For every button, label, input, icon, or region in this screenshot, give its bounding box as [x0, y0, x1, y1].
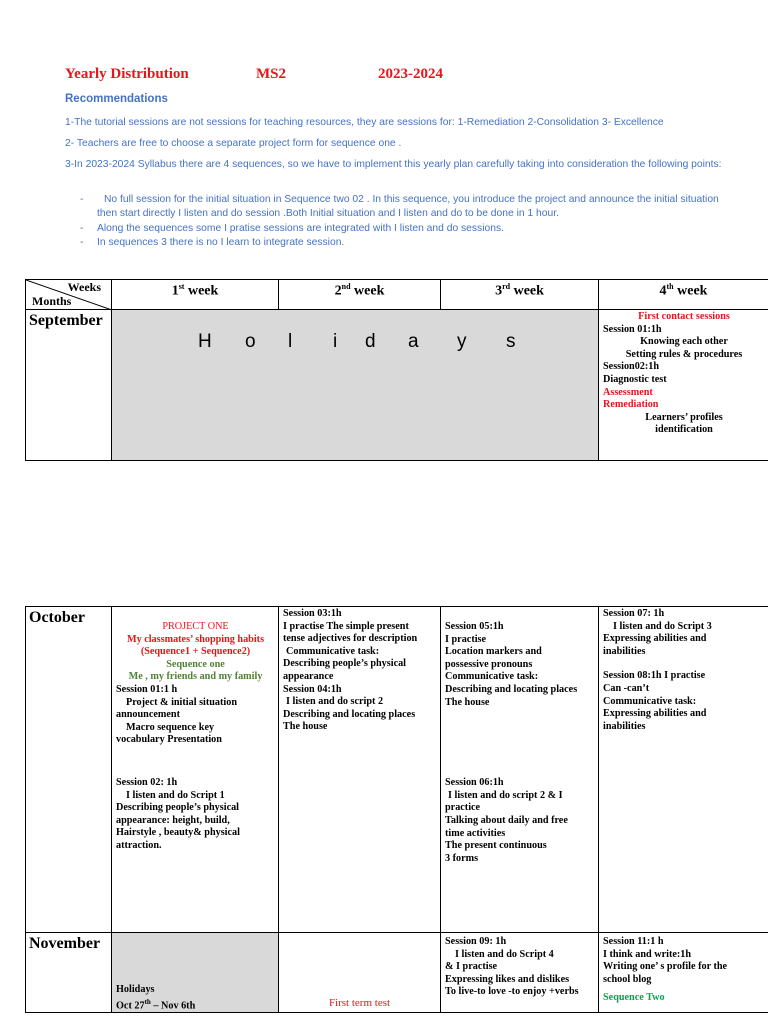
document-level: MS2 — [256, 66, 286, 82]
october-week-3 — [441, 607, 599, 933]
november-week-4 — [599, 933, 768, 1013]
months-label: Months — [32, 294, 72, 308]
line: Describing people’s physical — [116, 802, 240, 814]
assessment-label: Assessment — [603, 386, 653, 398]
bullet-1-text: No full session for the initial situation in Sequence two 02 . In this sequence, you introduce the project and announce the initial situation then start directly I listen and do session .Both Initial situation and I listen and do to be done in 1 hour. — [97, 194, 719, 219]
line: Location markers and — [445, 646, 542, 658]
line: Session 06:1h — [445, 777, 504, 789]
line: To live-to love -to enjoy +verbs — [445, 986, 579, 998]
line: time activities — [445, 827, 506, 839]
line: possessive pronouns — [445, 658, 533, 670]
holiday-letter: y — [457, 331, 467, 352]
line: I listen and do script 2 & I — [448, 789, 563, 801]
line: I think and write:1h — [603, 948, 692, 960]
line: Expressing abilities and — [603, 633, 707, 645]
line: I listen and do Script 1 — [126, 789, 225, 801]
line: The house — [445, 696, 490, 708]
line: Describing people’s physical — [283, 658, 407, 670]
recommendations-heading: Recommendations — [65, 93, 168, 105]
line: Session 08:1h I practise — [603, 670, 706, 682]
first-contact-sessions: First contact sessions — [638, 311, 730, 322]
line: vocabulary Presentation — [116, 734, 222, 746]
line: Session 05:1h — [445, 621, 504, 632]
line: Communicative task: — [445, 671, 539, 683]
weeks-months-corner — [26, 280, 112, 310]
line: Session02:1h — [603, 361, 660, 373]
project-one-title: PROJECT ONE — [162, 621, 229, 632]
project-one-name: My classmates’ shopping habits — [126, 633, 265, 645]
line: 3 forms — [445, 852, 479, 864]
line: Writing one’ s profile for the — [603, 961, 728, 973]
line: The present continuous — [445, 840, 547, 852]
week-1-header: 1st week — [112, 280, 279, 310]
line: Learners’ profiles — [645, 411, 723, 423]
line: practice — [445, 802, 481, 814]
line: Session 09: 1h — [445, 936, 507, 947]
line: Session 04:1h — [283, 683, 342, 695]
line: Session 01:1 h — [116, 683, 178, 695]
line: Session 01:1h — [603, 323, 662, 335]
line: I practise — [445, 633, 487, 645]
line: Setting rules & procedures — [625, 348, 743, 360]
line: Session 02: 1h — [116, 776, 178, 788]
month-november: November — [26, 933, 112, 1013]
weeks-label: Weeks — [67, 280, 101, 294]
november-week-1 — [112, 933, 279, 1013]
holiday-letter: H — [198, 331, 212, 352]
holiday-letter: o — [245, 331, 256, 352]
first-term-test: First term test — [328, 997, 391, 1009]
line: I listen and do script 2 — [286, 696, 384, 708]
holiday-letter: s — [506, 331, 516, 352]
recommendation-3: 3-In 2023-2024 Syllabus there are 4 sequences, so we have to implement this yearly plan carefully taking into consideration the following points: — [65, 159, 722, 170]
month-october: October — [26, 607, 112, 933]
line: Macro sequence key — [126, 721, 215, 733]
line: Session 07: 1h — [603, 608, 665, 619]
november-week-2 — [279, 933, 441, 1013]
week-4-header: 4th week — [599, 280, 768, 310]
october-week-2 — [279, 607, 441, 933]
line: Talking about daily and free — [445, 814, 568, 826]
line: Session 11:1 h — [603, 936, 664, 947]
line: Hairstyle , beauty& physical — [116, 827, 240, 839]
bullet-3: - In sequences 3 there is no I learn to integrate session. — [80, 237, 345, 248]
holidays-dates: Oct 27th – Nov 6th — [116, 998, 196, 1012]
line: Expressing likes and dislikes — [445, 973, 570, 985]
bullet-1: - No full session for the initial situation in Sequence two 02 . In this sequence, you introduce the project and announce the initial situation then start directly I listen and do session .Both Initial situation and I listen and do to be done in 1 hour. — [80, 194, 719, 219]
bullet-2: - Along the sequences some I pratise sessions are integrated with I listen and do sessions. — [80, 223, 504, 234]
september-holidays-cell — [112, 310, 599, 461]
bullet-2-text: Along the sequences some I pratise sessions are integrated with I listen and do sessions. — [97, 223, 504, 234]
document-year: 2023-2024 — [378, 66, 443, 82]
line: inabilities — [603, 720, 646, 732]
line: I listen and do Script 3 — [613, 620, 712, 632]
line: & I practise — [445, 961, 498, 973]
sequence-two-label: Sequence Two — [603, 992, 665, 1004]
holidays-label: Holidays — [116, 984, 155, 995]
line: announcement — [116, 709, 180, 721]
line: identification — [655, 424, 713, 436]
line: Communicative task: — [603, 695, 697, 707]
sequence-one-title: Sequence one — [166, 658, 225, 670]
holiday-letter: l — [288, 331, 293, 352]
line: Diagnostic test — [603, 373, 667, 385]
line: Can -can’t — [603, 682, 650, 694]
line: Knowing each other — [640, 336, 728, 348]
line: attraction. — [116, 839, 162, 851]
recommendation-1: 1-The tutorial sessions are not sessions for teaching resources, they are sessions for: 1-Remediation 2-Consolidation 3- Excellence — [65, 117, 664, 128]
recommendation-2: 2- Teachers are free to choose a separate project form for sequence one . — [65, 138, 402, 149]
bullet-3-text: In sequences 3 there is no I learn to integrate session. — [97, 237, 345, 248]
line: Describing and locating places — [283, 708, 416, 720]
schedule-table-october-november — [25, 606, 768, 1013]
september-week-4 — [599, 310, 768, 461]
week-2-header: 2nd week — [279, 280, 441, 310]
remediation-label: Remediation — [603, 399, 659, 411]
october-week-1 — [112, 607, 279, 933]
project-one-sequences: (Sequence1 + Sequence2) — [140, 646, 251, 658]
october-week-4 — [599, 607, 768, 933]
month-september: September — [26, 310, 112, 461]
line: Session 03:1h — [283, 608, 342, 619]
holiday-letter: a — [408, 331, 419, 352]
document-title: Yearly Distribution — [65, 66, 189, 82]
line: appearance — [283, 670, 334, 682]
line: The house — [283, 721, 328, 733]
line: Describing and locating places — [445, 683, 578, 695]
line: Communicative task: — [286, 645, 380, 657]
line: Project & initial situation — [126, 696, 238, 708]
schedule-table-september — [25, 279, 768, 461]
line: tense adjectives for description — [283, 633, 418, 645]
holiday-letter: i — [333, 331, 338, 352]
line: I listen and do Script 4 — [455, 948, 554, 960]
line: appearance: height, build, — [116, 814, 230, 826]
sequence-one-name: Me , my friends and my family — [128, 671, 263, 683]
line: Expressing abilities and — [603, 708, 707, 720]
line: inabilities — [603, 645, 646, 657]
november-week-3 — [441, 933, 599, 1013]
holiday-letter: d — [365, 331, 376, 352]
week-3-header: 3rd week — [441, 280, 599, 310]
line: school blog — [603, 973, 652, 985]
line: I practise The simple present — [283, 620, 409, 632]
